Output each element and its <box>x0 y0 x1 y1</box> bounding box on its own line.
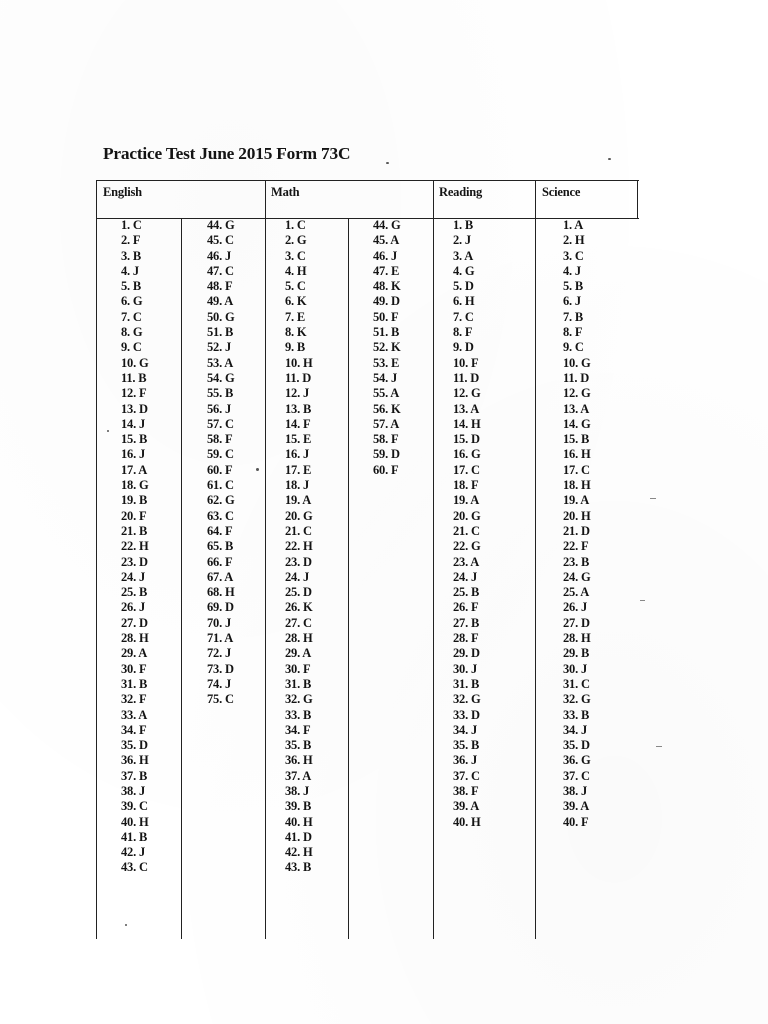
english-answer-item: 4. J <box>121 263 139 278</box>
science-answer-item: 28. H <box>563 631 591 646</box>
math-answer-item: 35. B <box>285 738 312 753</box>
english-answer-item: 62. G <box>207 493 235 508</box>
math-answer-item: 45. A <box>373 233 400 248</box>
english-answer-item: 64. F <box>207 523 233 538</box>
english-answer-item: 55. B <box>207 386 234 401</box>
scan-speck <box>125 924 127 926</box>
english-answer-item: 12. F <box>121 386 147 401</box>
reading-answer-item: 11. D <box>453 370 480 385</box>
math-answers-44-60 <box>373 218 400 478</box>
math-answer-item: 49. D <box>373 294 400 309</box>
reading-answer-item: 31. B <box>453 676 480 691</box>
science-answer-item: 23. B <box>563 554 590 569</box>
reading-answer-item: 22. G <box>453 539 481 554</box>
english-answer-item: 68. H <box>207 585 235 600</box>
math-answer-item: 41. D <box>285 829 312 844</box>
math-answer-item: 37. A <box>285 768 312 783</box>
reading-divider <box>433 181 434 939</box>
science-answer-item: 36. G <box>563 753 591 768</box>
english-answer-item: 32. F <box>121 692 147 707</box>
english-answer-item: 30. F <box>121 661 147 676</box>
math-answer-item: 20. G <box>285 508 313 523</box>
reading-answer-item: 39. A <box>453 799 480 814</box>
reading-answer-item: 32. G <box>453 692 481 707</box>
math-answer-item: 34. F <box>285 722 311 737</box>
english-answer-item: 24. J <box>121 569 146 584</box>
math-answer-item: 31. B <box>285 676 312 691</box>
english-answer-item: 59. C <box>207 447 234 462</box>
page-title: Practice Test June 2015 Form 73C <box>103 144 351 163</box>
english-answer-item: 48. F <box>207 279 233 294</box>
reading-answer-item: 3. A <box>453 248 474 263</box>
science-answer-item: 1. A <box>563 218 584 232</box>
english-heading: English <box>103 185 142 199</box>
math-answer-item: 38. J <box>285 783 310 798</box>
english-answer-item: 27. D <box>121 615 148 630</box>
english-answer-item: 44. G <box>207 218 235 232</box>
math-answer-item: 12. J <box>285 386 310 401</box>
english-answer-item: 70. J <box>207 615 232 630</box>
english-answer-item: 46. J <box>207 248 232 263</box>
science-answer-item: 22. F <box>563 539 589 554</box>
science-answer-item: 24. G <box>563 569 591 584</box>
reading-answer-item: 2. J <box>453 233 471 248</box>
math-answer-item: 25. D <box>285 585 312 600</box>
reading-answer-item: 37. C <box>453 768 480 783</box>
math-answer-item: 17. E <box>285 462 312 477</box>
science-answers-1-40 <box>563 218 590 830</box>
scan-speck <box>107 430 109 432</box>
science-answer-item: 32. G <box>563 692 591 707</box>
reading-answer-item: 36. J <box>453 753 478 768</box>
science-answer-item: 31. C <box>563 676 590 691</box>
science-answer-item: 33. B <box>563 707 590 722</box>
reading-answer-item: 6. H <box>453 294 475 309</box>
math-answer-item: 58. F <box>373 432 399 447</box>
reading-answers-1-40 <box>453 218 480 830</box>
math-answer-item: 10. H <box>285 355 313 370</box>
table-right-edge <box>637 181 638 218</box>
math-answer-item: 53. E <box>373 355 400 370</box>
math-answer-item: 43. B <box>285 860 312 875</box>
science-answer-item: 4. J <box>563 263 581 278</box>
english-answer-item: 57. C <box>207 416 234 431</box>
english-answer-item: 1. C <box>121 218 142 232</box>
english-answer-item: 52. J <box>207 340 232 355</box>
science-answer-item: 39. A <box>563 799 590 814</box>
reading-answer-item: 20. G <box>453 508 481 523</box>
english-answer-item: 43. C <box>121 860 148 875</box>
english-answer-item: 75. C <box>207 692 234 707</box>
science-heading: Science <box>542 185 581 199</box>
english-answer-item: 73. D <box>207 661 234 676</box>
reading-answer-item: 18. F <box>453 478 479 493</box>
math-answer-item: 18. J <box>285 478 310 493</box>
english-answer-item: 36. H <box>121 753 149 768</box>
math-answer-item: 8. K <box>285 325 307 340</box>
english-answer-item: 56. J <box>207 401 232 416</box>
english-answer-item: 14. J <box>121 416 146 431</box>
science-answer-item: 27. D <box>563 615 590 630</box>
english-answer-item: 18. G <box>121 478 149 493</box>
math-answer-item: 51. B <box>373 325 400 340</box>
math-answer-item: 11. D <box>285 370 312 385</box>
science-answer-item: 8. F <box>563 325 583 340</box>
math-answer-item: 21. C <box>285 523 312 538</box>
english-answer-item: 49. A <box>207 294 234 309</box>
english-answer-item: 34. F <box>121 722 147 737</box>
science-answer-item: 29. B <box>563 646 590 661</box>
reading-answer-item: 33. D <box>453 707 480 722</box>
english-answer-item: 47. C <box>207 263 234 278</box>
math-answer-item: 5. C <box>285 279 306 294</box>
reading-answer-item: 4. G <box>453 263 475 278</box>
english-answer-item: 40. H <box>121 814 149 829</box>
math-answer-item: 44. G <box>373 218 401 232</box>
science-answer-item: 34. J <box>563 722 588 737</box>
math-answer-item: 54. J <box>373 370 398 385</box>
math-answer-item: 50. F <box>373 309 399 324</box>
english-answer-item: 45. C <box>207 233 234 248</box>
reading-answer-item: 5. D <box>453 279 474 294</box>
science-answer-item: 35. D <box>563 738 590 753</box>
math-divider <box>265 181 266 939</box>
scan-speck <box>608 158 611 160</box>
english-answer-item: 25. B <box>121 585 148 600</box>
math-answer-item: 59. D <box>373 447 400 462</box>
math-answer-item: 1. C <box>285 218 306 232</box>
reading-answer-item: 14. H <box>453 416 481 431</box>
math-answer-item: 39. B <box>285 799 312 814</box>
math-inner-divider <box>348 218 349 939</box>
math-answer-item: 42. H <box>285 845 313 860</box>
math-answer-item: 3. C <box>285 248 306 263</box>
reading-answer-item: 7. C <box>453 309 474 324</box>
english-answer-item: 58. F <box>207 432 233 447</box>
english-answer-item: 60. F <box>207 462 233 477</box>
science-answer-item: 2. H <box>563 233 585 248</box>
reading-answer-item: 13. A <box>453 401 480 416</box>
math-answer-item: 16. J <box>285 447 310 462</box>
math-heading: Math <box>271 185 300 199</box>
math-answer-item: 30. F <box>285 661 311 676</box>
math-answer-item: 28. H <box>285 631 313 646</box>
science-answer-item: 16. H <box>563 447 591 462</box>
science-answer-item: 21. D <box>563 523 590 538</box>
reading-answer-item: 29. D <box>453 646 480 661</box>
math-answer-item: 26. K <box>285 600 313 615</box>
math-answer-item: 4. H <box>285 263 307 278</box>
reading-answer-item: 1. B <box>453 218 474 232</box>
english-answer-item: 21. B <box>121 523 148 538</box>
english-answer-item: 7. C <box>121 309 142 324</box>
english-answer-item: 39. C <box>121 799 148 814</box>
math-answer-item: 14. F <box>285 416 311 431</box>
reading-heading: Reading <box>439 185 483 199</box>
science-answer-item: 30. J <box>563 661 588 676</box>
math-answer-item: 55. A <box>373 386 400 401</box>
science-divider <box>535 181 536 939</box>
math-answer-item: 24. J <box>285 569 310 584</box>
reading-answer-item: 16. G <box>453 447 481 462</box>
english-answer-item: 71. A <box>207 631 234 646</box>
math-answer-item: 36. H <box>285 753 313 768</box>
reading-answer-item: 21. C <box>453 523 480 538</box>
reading-answer-item: 25. B <box>453 585 480 600</box>
english-answer-item: 50. G <box>207 309 235 324</box>
english-answer-item: 10. G <box>121 355 149 370</box>
english-answer-item: 9. C <box>121 340 142 355</box>
english-answer-item: 3. B <box>121 248 142 263</box>
english-answer-item: 35. D <box>121 738 148 753</box>
science-answer-item: 11. D <box>563 370 590 385</box>
english-answer-item: 6. G <box>121 294 143 309</box>
header-divider <box>97 218 639 219</box>
english-answer-item: 31. B <box>121 676 148 691</box>
scan-speck <box>256 468 259 471</box>
math-answer-item: 47. E <box>373 263 400 278</box>
reading-answer-item: 34. J <box>453 722 478 737</box>
english-answer-item: 63. C <box>207 508 234 523</box>
english-answer-item: 26. J <box>121 600 146 615</box>
english-answer-item: 74. J <box>207 676 232 691</box>
math-answer-item: 6. K <box>285 294 307 309</box>
science-answer-item: 19. A <box>563 493 590 508</box>
english-answer-item: 61. C <box>207 478 234 493</box>
english-answer-item: 29. A <box>121 646 148 661</box>
reading-answer-item: 17. C <box>453 462 480 477</box>
science-answer-item: 37. C <box>563 768 590 783</box>
scan-mark <box>640 600 645 601</box>
english-inner-divider <box>181 218 182 939</box>
math-answer-item: 15. E <box>285 432 312 447</box>
english-answer-item: 8. G <box>121 325 143 340</box>
english-answer-item: 42. J <box>121 845 146 860</box>
english-answer-item: 38. J <box>121 783 146 798</box>
math-answer-item: 9. B <box>285 340 306 355</box>
english-answer-item: 16. J <box>121 447 146 462</box>
math-answer-item: 57. A <box>373 416 400 431</box>
math-answer-item: 2. G <box>285 233 307 248</box>
science-answer-item: 25. A <box>563 585 590 600</box>
science-answer-item: 10. G <box>563 355 591 370</box>
math-answer-item: 60. F <box>373 462 399 477</box>
english-answer-item: 17. A <box>121 462 148 477</box>
math-answer-item: 56. K <box>373 401 401 416</box>
english-answer-item: 67. A <box>207 569 234 584</box>
english-answer-item: 2. F <box>121 233 141 248</box>
scan-mark <box>656 746 662 747</box>
english-answer-item: 23. D <box>121 554 148 569</box>
math-answer-item: 33. B <box>285 707 312 722</box>
science-answer-item: 7. B <box>563 309 584 324</box>
math-answers-1-43 <box>285 218 312 876</box>
english-answer-item: 28. H <box>121 631 149 646</box>
science-answer-item: 15. B <box>563 432 590 447</box>
scan-speck <box>386 162 389 164</box>
math-answer-item: 48. K <box>373 279 401 294</box>
science-answer-item: 3. C <box>563 248 584 263</box>
english-answer-item: 54. G <box>207 370 235 385</box>
science-answer-item: 12. G <box>563 386 591 401</box>
english-answer-item: 19. B <box>121 493 148 508</box>
english-answer-item: 51. B <box>207 325 234 340</box>
science-answer-item: 17. C <box>563 462 590 477</box>
english-answer-item: 65. B <box>207 539 234 554</box>
english-answer-item: 20. F <box>121 508 147 523</box>
reading-answer-item: 12. G <box>453 386 481 401</box>
math-answer-item: 22. H <box>285 539 313 554</box>
english-answer-item: 22. H <box>121 539 149 554</box>
reading-answer-item: 9. D <box>453 340 474 355</box>
math-answer-item: 23. D <box>285 554 312 569</box>
math-answer-item: 40. H <box>285 814 313 829</box>
reading-answer-item: 24. J <box>453 569 478 584</box>
english-answer-item: 66. F <box>207 554 233 569</box>
reading-answer-item: 8. F <box>453 325 473 340</box>
english-answers-44-75 <box>207 218 234 708</box>
reading-answer-item: 27. B <box>453 615 480 630</box>
reading-answer-item: 40. H <box>453 814 481 829</box>
english-answer-item: 69. D <box>207 600 234 615</box>
reading-answer-item: 26. F <box>453 600 479 615</box>
english-answer-item: 33. A <box>121 707 148 722</box>
english-answer-item: 11. B <box>121 370 147 385</box>
english-answer-item: 15. B <box>121 432 148 447</box>
reading-answer-item: 28. F <box>453 631 479 646</box>
science-answer-item: 13. A <box>563 401 590 416</box>
math-answer-item: 27. C <box>285 615 312 630</box>
science-answer-item: 5. B <box>563 279 584 294</box>
science-answer-item: 9. C <box>563 340 584 355</box>
science-answer-item: 18. H <box>563 478 591 493</box>
reading-answer-item: 10. F <box>453 355 479 370</box>
science-answer-item: 14. G <box>563 416 591 431</box>
science-answer-item: 40. F <box>563 814 589 829</box>
math-answer-item: 19. A <box>285 493 312 508</box>
science-answer-item: 26. J <box>563 600 588 615</box>
math-answer-item: 13. B <box>285 401 312 416</box>
math-answer-item: 32. G <box>285 692 313 707</box>
english-answer-item: 53. A <box>207 355 234 370</box>
english-answer-item: 41. B <box>121 829 148 844</box>
math-answer-item: 29. A <box>285 646 312 661</box>
english-answer-item: 5. B <box>121 279 142 294</box>
reading-answer-item: 38. F <box>453 783 479 798</box>
english-answer-item: 13. D <box>121 401 148 416</box>
english-answer-item: 72. J <box>207 646 232 661</box>
reading-answer-item: 15. D <box>453 432 480 447</box>
reading-answer-item: 23. A <box>453 554 480 569</box>
scan-mark <box>650 498 656 499</box>
science-answer-item: 20. H <box>563 508 591 523</box>
answer-key-table <box>96 180 639 939</box>
math-answer-item: 52. K <box>373 340 401 355</box>
english-answers-1-43 <box>121 218 148 876</box>
math-answer-item: 46. J <box>373 248 398 263</box>
reading-answer-item: 35. B <box>453 738 480 753</box>
english-answer-item: 37. B <box>121 768 148 783</box>
science-answer-item: 6. J <box>563 294 581 309</box>
science-answer-item: 38. J <box>563 783 588 798</box>
math-answer-item: 7. E <box>285 309 306 324</box>
reading-answer-item: 30. J <box>453 661 478 676</box>
reading-answer-item: 19. A <box>453 493 480 508</box>
